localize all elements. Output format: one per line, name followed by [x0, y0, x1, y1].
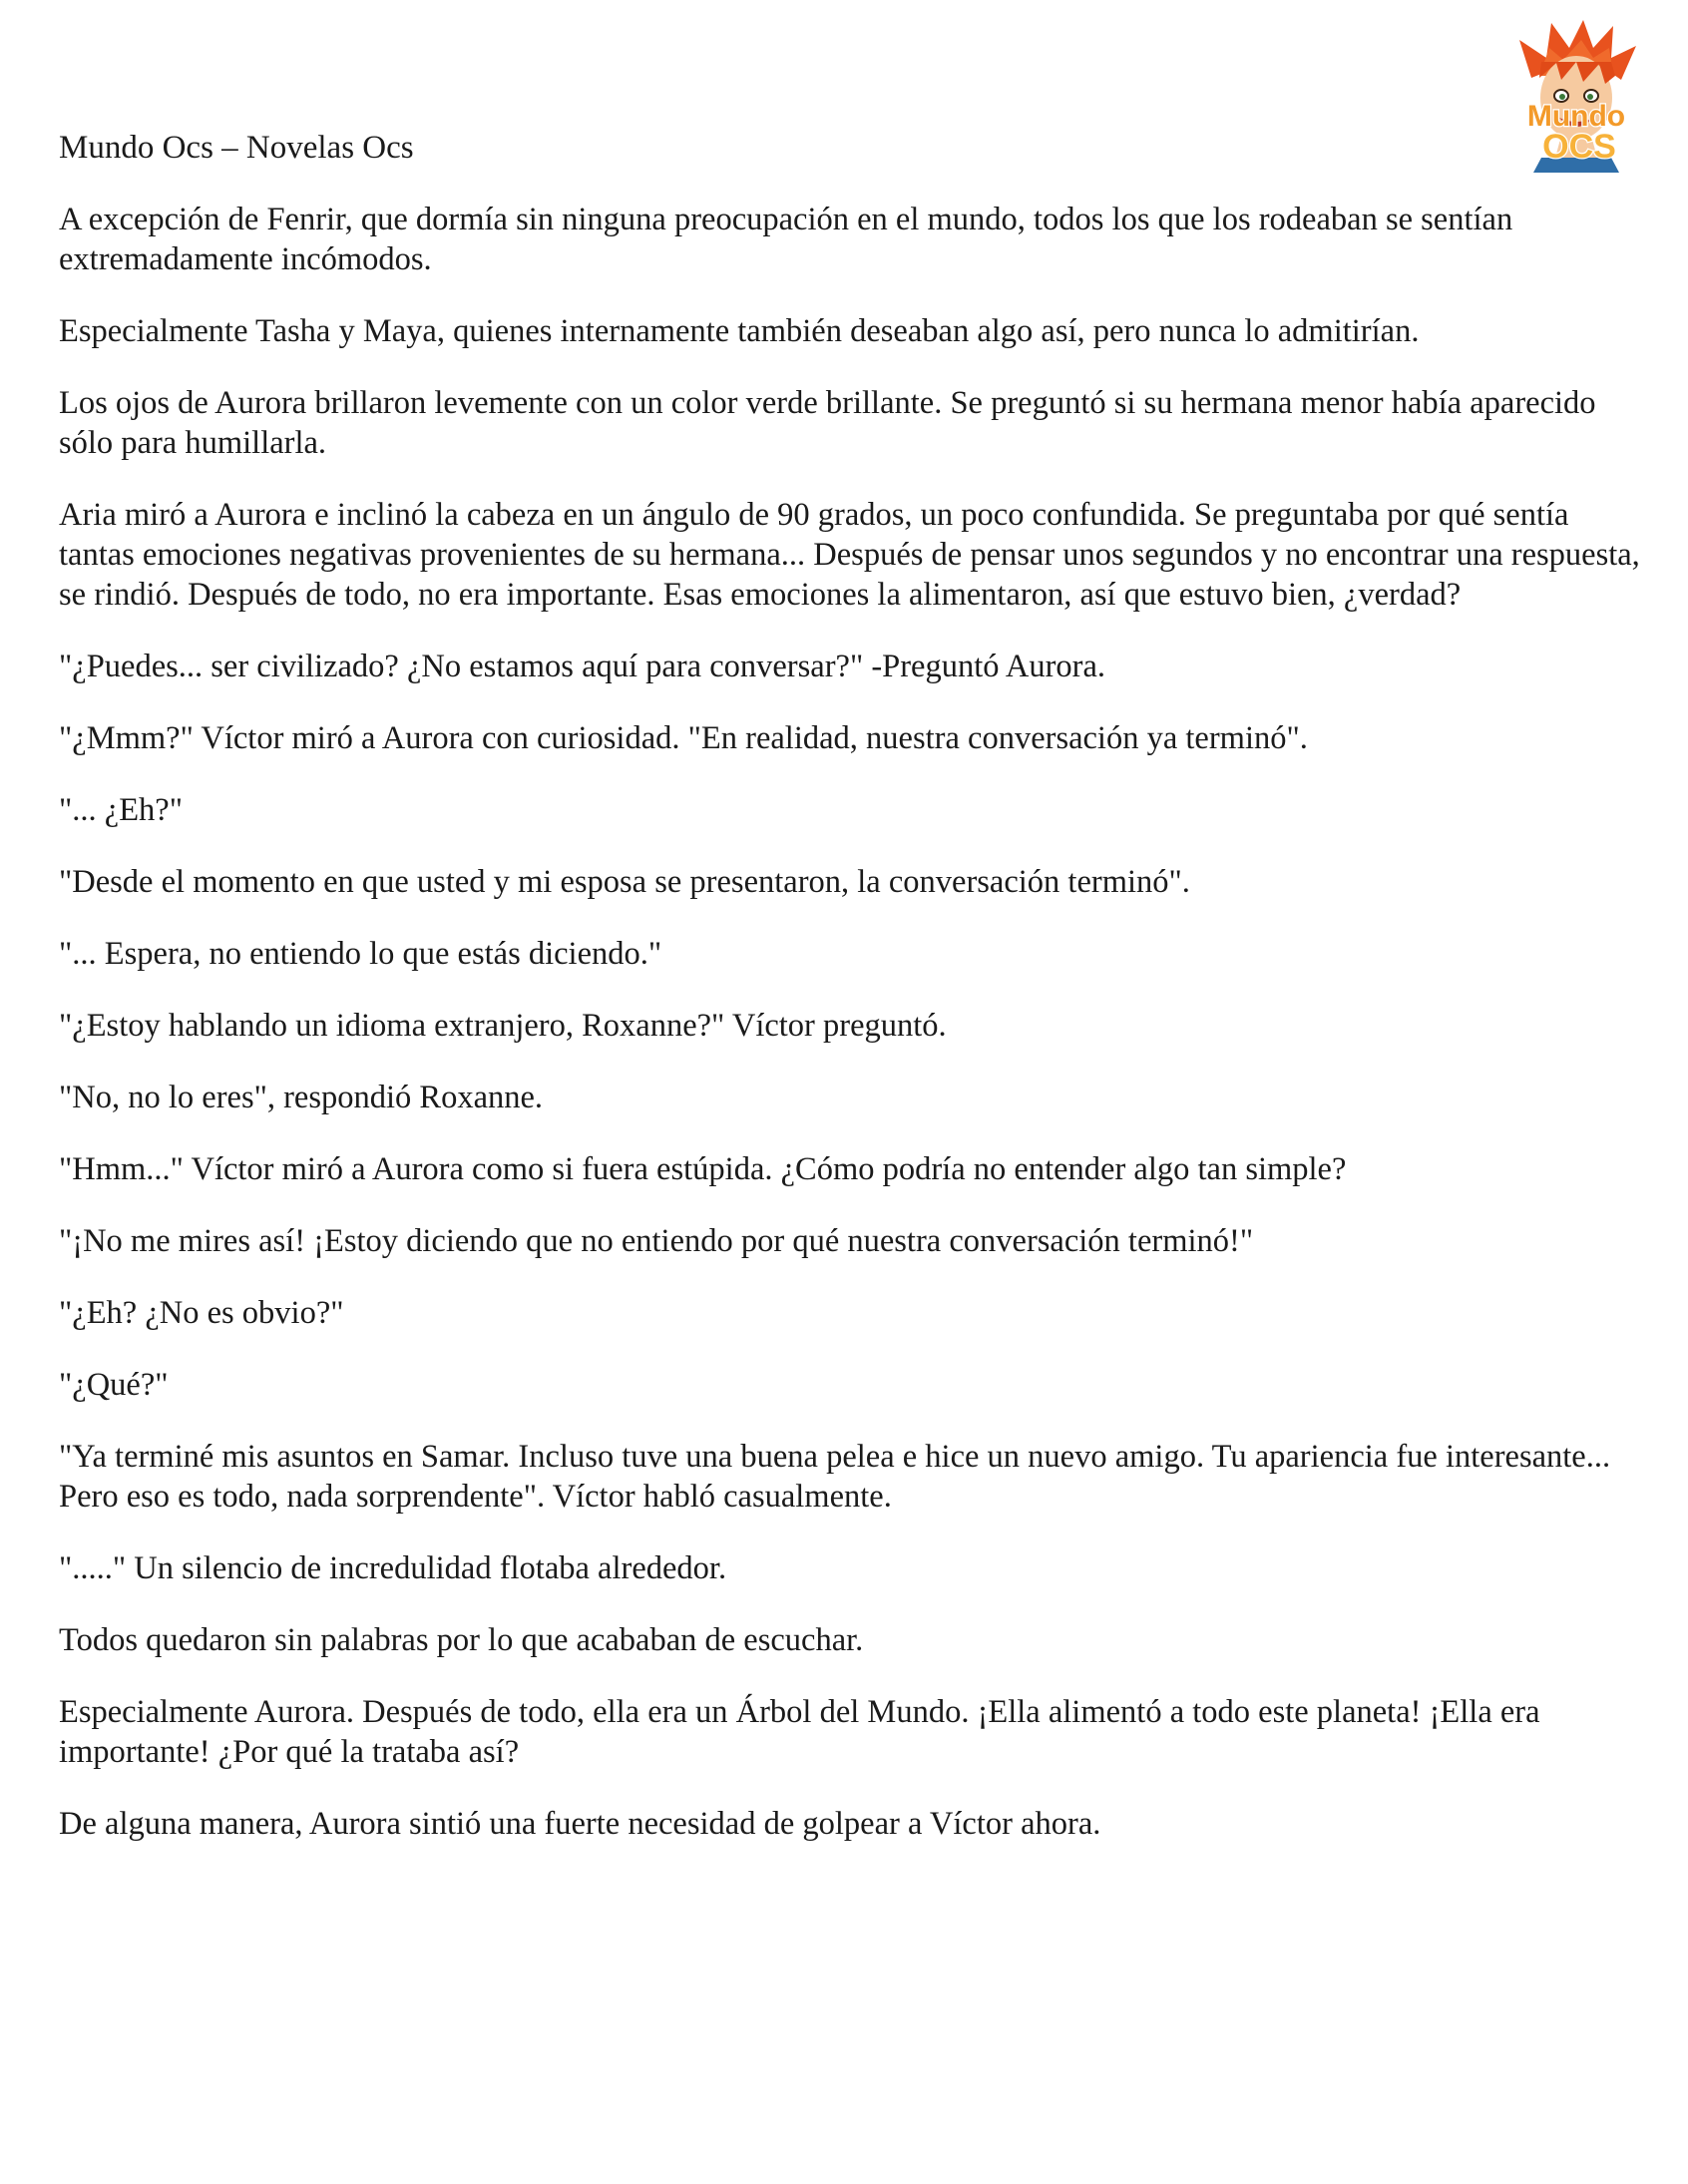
logo-text-top: Mundo [1526, 100, 1626, 133]
paragraph: "¿Estoy hablando un idioma extranjero, Roxanne?" Víctor preguntó. [59, 1008, 947, 1044]
chapter-body [59, 200, 1640, 1876]
paragraph: Los ojos de Aurora brillaron levemente con un color verde brillante. Se preguntó si su hermana menor había aparecido sólo para humillarla. [59, 385, 1596, 461]
paragraph: "No, no lo eres", respondió Roxanne. [59, 1080, 544, 1115]
paragraph: "¿Puedes... ser civilizado? ¿No estamos aquí para conversar?" -Preguntó Aurora. [59, 649, 1106, 684]
paragraph: "... ¿Eh?" [59, 792, 183, 828]
paragraph: "... Espera, no entiendo lo que estás diciendo." [59, 936, 662, 972]
paragraph: "Hmm..." Víctor miró a Aurora como si fuera estúpida. ¿Cómo podría no entender algo tan simple? [59, 1151, 1347, 1187]
logo-graphic [1501, 18, 1651, 173]
paragraph: Especialmente Aurora. Después de todo, ella era un Árbol del Mundo. ¡Ella alimentó a todo este planeta! ¡Ella era importante! ¿Por qué la trataba así? [59, 1694, 1540, 1770]
logo-text-bottom: OCS [1542, 128, 1616, 166]
paragraph: "Ya terminé mis asuntos en Samar. Incluso tuve una buena pelea e hice un nuevo amigo. Tu apariencia fue interesante... Pero eso es todo, nada sorprendente". Víctor habló casualmente. [59, 1439, 1611, 1515]
paragraph: A excepción de Fenrir, que dormía sin ninguna preocupación en el mundo, todos los que los rodeaban se sentían extremadamente incómodos. [59, 202, 1513, 277]
paragraph: Aria miró a Aurora e inclinó la cabeza en un ángulo de 90 grados, un poco confundida. Se preguntaba por qué sentía tantas emociones negativas provenientes de su hermana... Después de pensar unos segundos y no encontrar una respuesta, se rindió. Después de todo, no era importante. Esas emociones la alimentaron, así que estuvo bien, ¿verdad? [59, 497, 1640, 613]
site-header-title: Mundo Ocs – Novelas Ocs [59, 130, 414, 166]
paragraph: De alguna manera, Aurora sintió una fuerte necesidad de golpear a Víctor ahora. [59, 1806, 1101, 1842]
mundo-ocs-logo [1501, 18, 1651, 173]
paragraph: Todos quedaron sin palabras por lo que acababan de escuchar. [59, 1622, 864, 1658]
paragraph: "Desde el momento en que usted y mi esposa se presentaron, la conversación terminó". [59, 864, 1190, 900]
paragraph: Especialmente Tasha y Maya, quienes internamente también deseaban algo así, pero nunca lo admitirían. [59, 313, 1420, 349]
paragraph: "....." Un silencio de incredulidad flotaba alrededor. [59, 1550, 727, 1586]
paragraph: "¡No me mires así! ¡Estoy diciendo que no entiendo por qué nuestra conversación terminó!" [59, 1223, 1254, 1259]
paragraph: "¿Eh? ¿No es obvio?" [59, 1295, 344, 1331]
paragraph: "¿Mmm?" Víctor miró a Aurora con curiosidad. "En realidad, nuestra conversación ya terminó". [59, 720, 1308, 756]
paragraph: "¿Qué?" [59, 1367, 169, 1403]
